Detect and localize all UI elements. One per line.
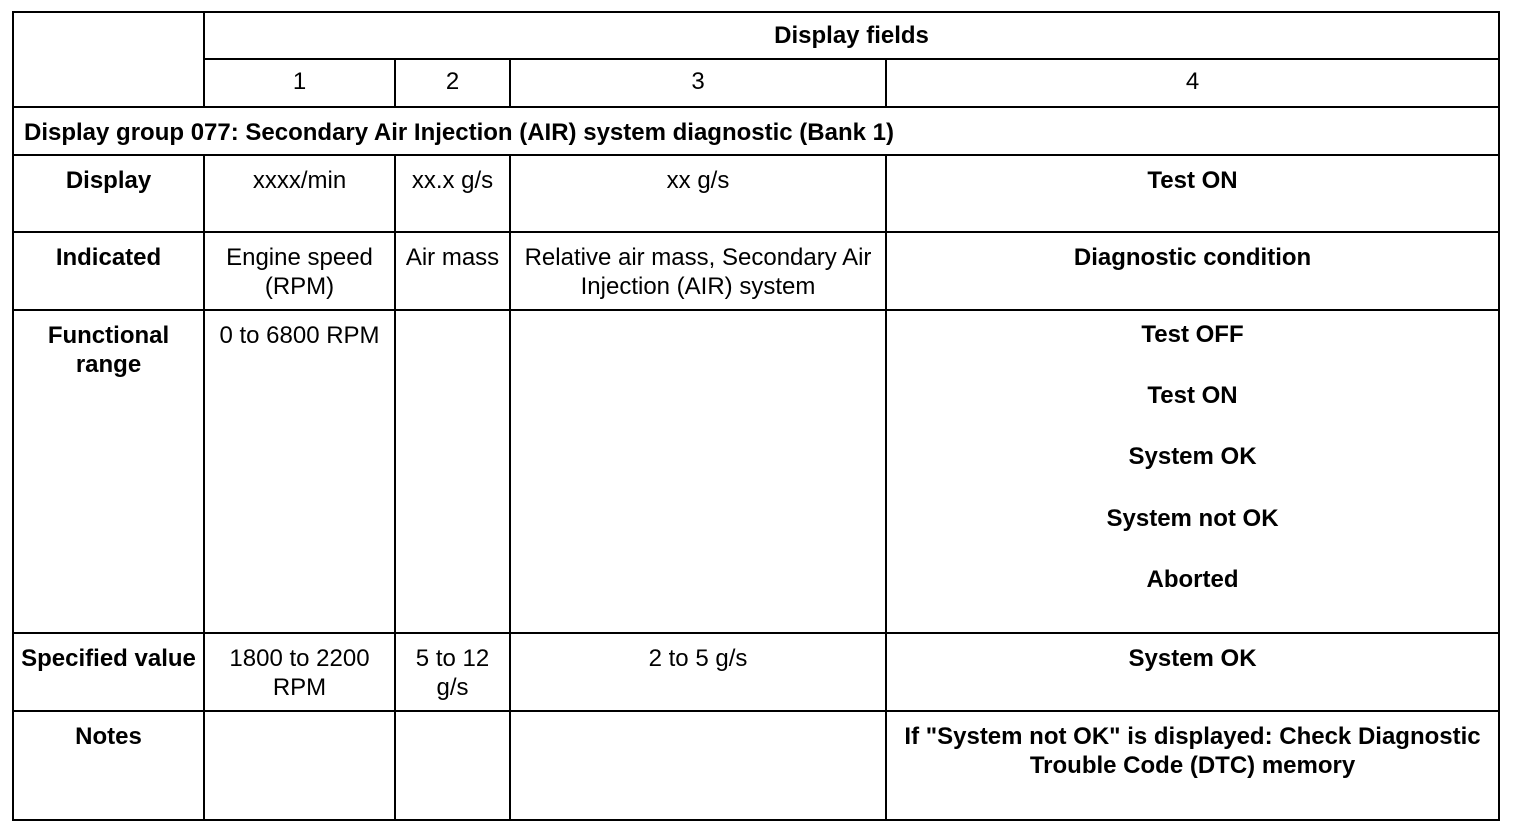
range-status-item: System not OK — [1106, 504, 1279, 532]
display-field-2: xx.x g/s — [395, 155, 510, 232]
group-title-row — [13, 107, 1499, 155]
functional-range-field-2 — [395, 310, 510, 633]
field-number-3: 3 — [510, 59, 886, 107]
row-label-notes: Notes — [13, 711, 204, 820]
table-row — [13, 633, 1499, 711]
row-label-display: Display — [13, 155, 204, 232]
field-number-4: 4 — [886, 59, 1499, 107]
field-number-1: 1 — [204, 59, 395, 107]
specified-value-field-3: 2 to 5 g/s — [510, 633, 886, 711]
row-label-specified-value: Specified value — [13, 633, 204, 711]
range-status-item: Test ON — [1147, 382, 1238, 410]
display-group-title: Display group 077: Secondary Air Injection (AIR) system diagnostic (Bank 1) — [13, 107, 1499, 155]
indicated-field-2: Air mass — [395, 232, 510, 310]
field-number-2: 2 — [395, 59, 510, 107]
display-field-3: xx g/s — [510, 155, 886, 232]
functional-range-field-1: 0 to 6800 RPM — [204, 310, 395, 633]
diagnostic-table — [12, 11, 1500, 821]
field-number-row — [13, 59, 1499, 107]
specified-value-field-4: System OK — [886, 633, 1499, 711]
range-status-item: Aborted — [1146, 565, 1239, 593]
functional-range-field-4 — [886, 310, 1499, 633]
table-row — [13, 155, 1499, 232]
specified-value-field-2: 5 to 12 g/s — [395, 633, 510, 711]
row-label-indicated: Indicated — [13, 232, 204, 310]
row-label-functional-range: Functional range — [13, 310, 204, 633]
specified-value-field-1: 1800 to 2200 RPM — [204, 633, 395, 711]
indicated-field-4: Diagnostic condition — [886, 232, 1499, 310]
display-fields-header: Display fields — [204, 12, 1499, 59]
display-field-4: Test ON — [886, 155, 1499, 232]
functional-range-field-3 — [510, 310, 886, 633]
table-row — [13, 310, 1499, 633]
range-status-item: System OK — [1128, 443, 1257, 471]
header-row — [13, 12, 1499, 59]
notes-field-4: If "System not OK" is displayed: Check Diagnostic Trouble Code (DTC) memory — [886, 711, 1499, 820]
display-field-1: xxxx/min — [204, 155, 395, 232]
table-row — [13, 232, 1499, 310]
corner-cell — [13, 12, 204, 107]
range-status-item: Test OFF — [1141, 321, 1244, 348]
indicated-field-1: Engine speed (RPM) — [204, 232, 395, 310]
range-status-list — [893, 320, 1492, 626]
indicated-field-3: Relative air mass, Secondary Air Injection (AIR) system — [510, 232, 886, 310]
